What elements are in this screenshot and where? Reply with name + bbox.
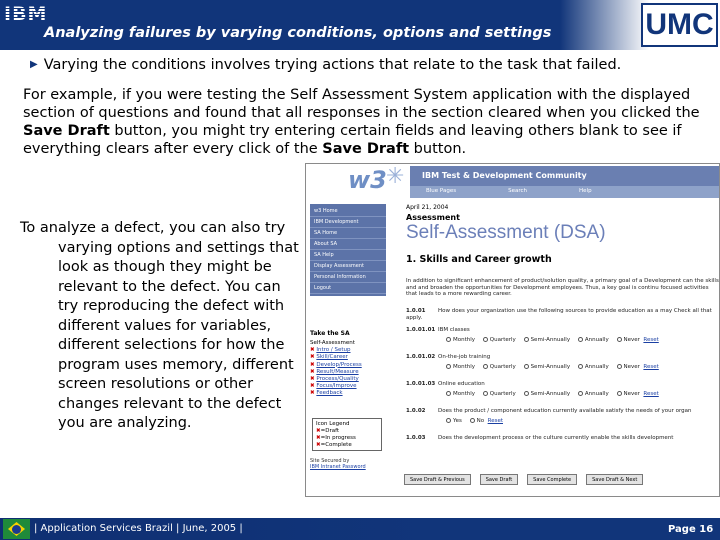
para1-bold-2: Save Draft [322, 141, 410, 157]
paragraph-example [23, 86, 703, 158]
screenshot-nav [410, 186, 720, 198]
legend-item: ✖=Complete [316, 442, 352, 448]
para1-bold-1: Save Draft [23, 123, 110, 139]
radio-button[interactable] [446, 337, 451, 342]
reset-link[interactable]: Reset [643, 364, 659, 370]
x-mark-icon: ✖ [316, 428, 321, 434]
screenshot-buttons [404, 474, 720, 488]
reset-link[interactable]: Reset [643, 391, 659, 397]
side-item-sa-help[interactable]: SA Help [310, 250, 386, 261]
sa-item[interactable]: ✖ Feedback [310, 390, 343, 397]
radio-button[interactable] [617, 391, 622, 396]
side-item-sa-home[interactable]: SA Home [310, 228, 386, 239]
page-number: Page 16 [668, 524, 714, 535]
question-row: 1.0.03 Does the development process or the culture currently enable the skills development [406, 435, 674, 441]
frequency-options: Monthly Quarterly Semi-Annually Annually Never Reset [440, 391, 720, 397]
x-mark-icon: ✖ [310, 390, 315, 397]
reset-link[interactable]: Reset [487, 418, 503, 424]
question-row: 1.0.01.02 On-the-job training [406, 354, 491, 360]
para1-text-3: button. [409, 141, 467, 157]
assessment-date: April 21, 2004 [406, 204, 449, 211]
radio-button[interactable] [524, 391, 529, 396]
take-sa-heading: Take the SA [310, 330, 350, 337]
radio-button[interactable] [446, 391, 451, 396]
triangle-bullet-icon: ▶ [30, 59, 38, 70]
nav-help[interactable]: Help [579, 188, 592, 194]
side-item-about[interactable]: About SA [310, 239, 386, 250]
header-fade [560, 0, 650, 50]
radio-button[interactable] [483, 391, 488, 396]
bullet-text: Varying the conditions involves trying actions that relate to the task that failed. [43, 57, 622, 73]
radio-button[interactable] [483, 337, 488, 342]
radio-button[interactable] [446, 418, 451, 423]
radio-button[interactable] [578, 337, 583, 342]
sa-item[interactable]: ✖ Skill/Career [310, 354, 348, 361]
legend-title: Icon Legend [316, 421, 350, 427]
site-secured: Site Secured by IBM Intranet Password [310, 458, 386, 470]
reset-link[interactable]: Reset [643, 337, 659, 343]
question-row: 1.0.01.01 IBM classes [406, 327, 470, 333]
sa-item[interactable]: ✖ Focus/Improve [310, 383, 357, 390]
radio-button[interactable] [578, 364, 583, 369]
header [0, 0, 720, 50]
x-mark-icon: ✖ [310, 347, 315, 354]
save-complete-button[interactable]: Save Complete [527, 474, 577, 485]
radio-button[interactable] [524, 364, 529, 369]
side-menu [310, 204, 386, 296]
radio-button[interactable] [446, 364, 451, 369]
save-draft-previous-button[interactable]: Save Draft & Previous [404, 474, 471, 485]
radio-button[interactable] [617, 364, 622, 369]
community-banner: IBM Test & Development Community [410, 166, 720, 186]
assessment-title: Self-Assessment (DSA) [406, 222, 606, 243]
question-row: 1.0.02 Does the product / component education currently available satisfy the needs of your organ [406, 408, 692, 414]
sa-item[interactable]: ✖ Intro / Setup [310, 347, 351, 354]
w3-logo: w3 [348, 166, 387, 194]
x-mark-icon: ✖ [310, 361, 315, 368]
slide-title: Analyzing failures by varying conditions, options and settings [44, 25, 552, 41]
radio-button[interactable] [578, 391, 583, 396]
footer-text: | Application Services Brazil | June, 2005 | [34, 523, 243, 534]
screenshot-sidebar [306, 202, 386, 497]
save-draft-button[interactable]: Save Draft [480, 474, 518, 485]
ibm-logo: IBM [4, 3, 48, 25]
radio-button[interactable] [470, 418, 475, 423]
intranet-password-link[interactable]: IBM Intranet Password [310, 464, 366, 470]
nav-bluepages[interactable]: Blue Pages [426, 188, 457, 194]
icon-legend [312, 418, 382, 451]
assessment-kicker: Assessment [406, 213, 460, 222]
radio-button[interactable] [483, 364, 488, 369]
x-mark-icon: ✖ [310, 376, 315, 383]
brazil-flag-icon [3, 519, 30, 539]
sa-section-list [310, 340, 362, 398]
legend-item: ✖=Draft [316, 428, 340, 434]
side-item-display[interactable]: Display Assessment [310, 261, 386, 272]
para1-text-1: For example, if you were testing the Self Assessment System application with the displayed section of questions and found that all responses in the section cleared when you clicked the [23, 87, 700, 121]
side-item-ibm-dev[interactable]: IBM Development [310, 217, 386, 228]
radio-button[interactable] [524, 337, 529, 342]
yesno-options: Yes No Reset [440, 418, 720, 424]
side-item-personal[interactable]: Personal Information [310, 272, 386, 283]
frequency-options: Monthly Quarterly Semi-Annually Annually Never Reset [440, 364, 720, 370]
section-intro: In addition to significant enhancement of product/solution quality, a primary goal of a Development can the skills and and broaden the opportunities for Development employees. Thus, a key goal is continu focused activities that leads to a more rewarding career. [406, 278, 719, 297]
x-mark-icon: ✖ [316, 442, 321, 448]
save-draft-next-button[interactable]: Save Draft & Next [586, 474, 643, 485]
x-mark-icon: ✖ [310, 354, 315, 361]
sa-item[interactable]: ✖ Develop/Process [310, 361, 362, 368]
legend-item: ✖=In progress [316, 435, 356, 441]
w3-star-icon: ✳ [386, 164, 405, 189]
para1-text-2: button, you might try entering certain fields and leaving others blank to see if everything clears after every click of the [23, 123, 682, 157]
radio-button[interactable] [617, 337, 622, 342]
x-mark-icon: ✖ [310, 368, 315, 375]
umc-logo: UMC [641, 3, 718, 47]
sa-item: Self-Assessment [310, 340, 355, 346]
nav-search[interactable]: Search [508, 188, 528, 194]
section-heading: 1. Skills and Career growth [406, 254, 552, 265]
x-mark-icon: ✖ [316, 435, 321, 441]
embedded-screenshot [305, 163, 720, 497]
sa-item[interactable]: ✖ Result/Measure [310, 368, 359, 375]
bullet-point [30, 57, 621, 73]
sa-item[interactable]: ✖ Process/Quality [310, 376, 359, 383]
frequency-options: Monthly Quarterly Semi-Annually Annually Never Reset [440, 337, 720, 343]
paragraph-analyze: To analyze a defect, you can also try varying options and settings that look as though they might be relevant to the defect. You can try reproducing the defect with different values for variables, different selections for how the program uses memory, different screen resolutions or other changes relevant to the defect you are analyzing. [20, 220, 299, 431]
side-item-w3-home[interactable]: w3 Home [310, 206, 386, 217]
x-mark-icon: ✖ [310, 383, 315, 390]
question-row: 1.0.01 How does your organization use the following sources to provide education as a may Check all that apply. [406, 308, 712, 321]
screenshot-main [404, 202, 720, 497]
side-item-logout[interactable]: Logout [310, 283, 386, 294]
question-row: 1.0.01.03 Online education [406, 381, 485, 387]
